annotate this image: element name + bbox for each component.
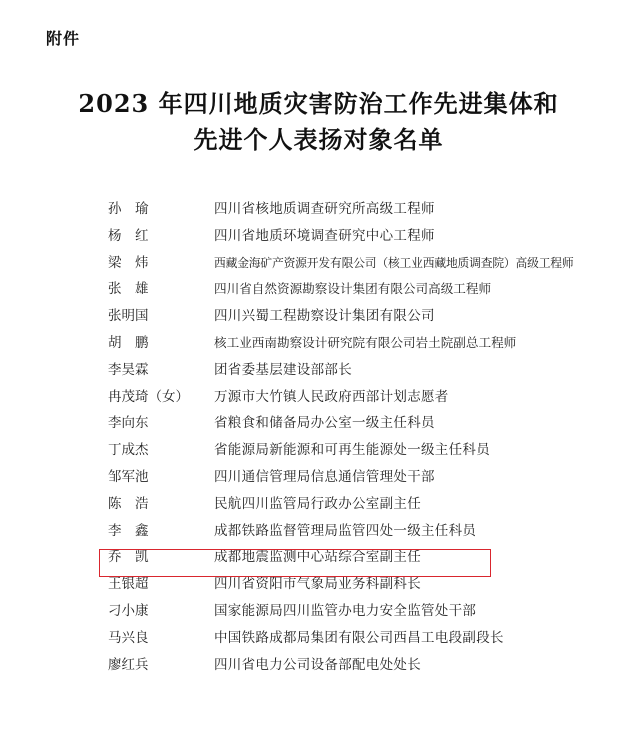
- list-item: [0, 330, 637, 357]
- list-item: [0, 357, 637, 384]
- person-affiliation: 四川省资阳市气象局业务科副科长: [214, 576, 421, 593]
- list-item: [0, 437, 637, 464]
- person-affiliation: 四川通信管理局信息通信管理处干部: [214, 468, 435, 485]
- person-name: 丁成杰: [108, 442, 149, 459]
- title-line-1: 2023 年四川地质灾害防治工作先进集体和: [78, 89, 559, 118]
- person-name: 陈 浩: [108, 495, 149, 512]
- person-affiliation: 四川省核地质调查研究所高级工程师: [214, 201, 435, 217]
- person-name: 乔 凯: [108, 549, 149, 566]
- list-item: [0, 410, 637, 437]
- person-affiliation: 成都地震监测中心站综合室副主任: [214, 549, 421, 566]
- person-name: 张明国: [108, 308, 149, 325]
- person-name: 冉茂琦（女）: [108, 388, 189, 405]
- list-item-highlighted: [0, 544, 637, 571]
- person-name: 梁 炜: [108, 254, 149, 271]
- person-affiliation: 省能源局新能源和可再生能源处一级主任科员: [214, 442, 490, 459]
- person-name: 刁小康: [108, 602, 149, 619]
- person-name: 李向东: [108, 415, 149, 432]
- person-name: 马兴良: [108, 629, 149, 646]
- attachment-label: 附件: [46, 29, 81, 48]
- person-affiliation: 中国铁路成都局集团有限公司西昌工电段副段长: [214, 629, 504, 646]
- list-item: [0, 250, 637, 277]
- document-title: [0, 86, 637, 158]
- list-item: [0, 384, 637, 411]
- list-item: [0, 491, 637, 518]
- person-name: 王银超: [108, 576, 149, 593]
- commendation-list: [0, 196, 637, 678]
- person-affiliation: 省粮食和储备局办公室一级主任科员: [214, 415, 435, 432]
- person-name: 李 鑫: [108, 522, 149, 539]
- list-item: [0, 464, 637, 491]
- person-affiliation: 四川兴蜀工程勘察设计集团有限公司: [214, 308, 435, 325]
- list-item: [0, 625, 637, 652]
- person-affiliation: 四川省地质环境调查研究中心工程师: [214, 227, 435, 244]
- person-name: 杨 红: [108, 227, 149, 244]
- person-name: 廖红兵: [108, 656, 149, 673]
- person-name: 张 雄: [108, 281, 149, 298]
- person-affiliation: 成都铁路监督管理局监管四处一级主任科员: [214, 522, 477, 539]
- list-item: [0, 571, 637, 598]
- person-affiliation: 四川省电力公司设备部配电处处长: [214, 656, 421, 673]
- person-affiliation: 国家能源局四川监管办电力安全监管处干部: [214, 602, 477, 619]
- person-name: 孙 瑜: [108, 201, 149, 217]
- person-name: 胡 鹏: [108, 334, 149, 351]
- person-affiliation: 西藏金海矿产资源开发有限公司（核工业西藏地质调查院）高级工程师: [214, 255, 574, 270]
- person-affiliation: 万源市大竹镇人民政府西部计划志愿者: [214, 388, 449, 405]
- person-affiliation: 团省委基层建设部部长: [214, 361, 352, 378]
- list-item: [0, 196, 637, 223]
- list-item: [0, 652, 637, 679]
- person-affiliation: 核工业西南勘察设计研究院有限公司岩土院副总工程师: [214, 334, 517, 350]
- list-item: [0, 598, 637, 625]
- list-item: [0, 223, 637, 250]
- person-affiliation: 民航四川监管局行政办公室副主任: [214, 495, 421, 512]
- list-item: [0, 303, 637, 330]
- person-name: 邹军池: [108, 468, 149, 485]
- person-affiliation: 四川省自然资源勘察设计集团有限公司高级工程师: [214, 281, 492, 297]
- list-item: [0, 276, 637, 303]
- title-line-2: 先进个人表扬对象名单: [193, 125, 444, 154]
- person-name: 李昊霖: [108, 361, 149, 378]
- list-item: [0, 518, 637, 545]
